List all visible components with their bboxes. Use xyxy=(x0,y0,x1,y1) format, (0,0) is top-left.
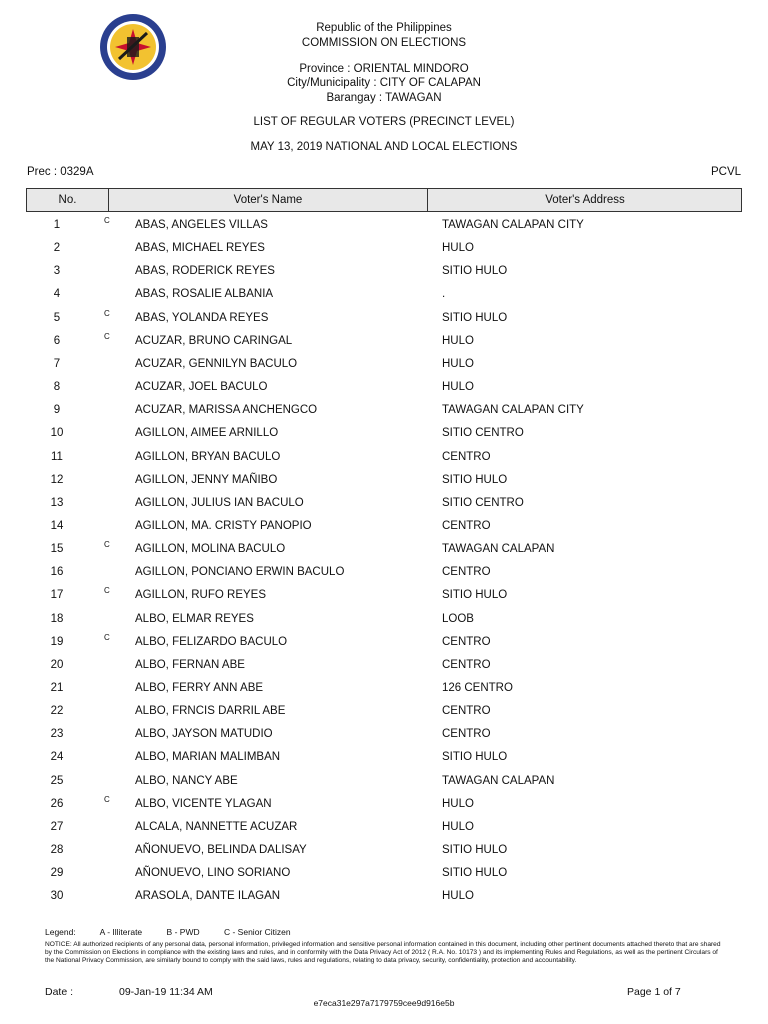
voter-address: SITIO HULO xyxy=(442,473,508,486)
table-row xyxy=(26,702,742,720)
voter-address: SITIO CENTRO xyxy=(442,496,524,509)
table-row xyxy=(26,517,742,535)
voter-number: 9 xyxy=(53,404,61,417)
voter-name: AGILLON, RUFO REYES xyxy=(135,589,267,602)
voter-number: 13 xyxy=(50,496,64,509)
table-row xyxy=(26,610,742,628)
voter-name: ACUZAR, JOEL BACULO xyxy=(135,381,268,394)
voter-number: 20 xyxy=(50,658,64,671)
pcvl-label: PCVL xyxy=(711,166,742,178)
voter-address: LOOB xyxy=(442,612,474,625)
voter-number: 19 xyxy=(50,635,64,648)
voter-address: HULO xyxy=(442,890,474,903)
voter-number: 24 xyxy=(50,751,64,764)
table-row xyxy=(26,471,742,489)
voter-name: ARASOLA, DANTE ILAGAN xyxy=(135,890,281,903)
precinct-label: Prec : 0329A xyxy=(27,166,94,178)
legend xyxy=(45,927,313,937)
voter-number: 29 xyxy=(50,867,64,880)
voter-number: 14 xyxy=(50,519,64,532)
header-no: No. xyxy=(58,194,77,206)
voter-name: ALBO, MARIAN MALIMBAN xyxy=(135,751,281,764)
voter-name: ALBO, FERNAN ABE xyxy=(135,658,245,671)
voter-flag: C xyxy=(104,216,110,225)
voter-address: TAWAGAN CALAPAN xyxy=(442,774,555,787)
voter-number: 16 xyxy=(50,566,64,579)
voter-name: AGILLON, MA. CRISTY PANOPIO xyxy=(135,519,312,532)
table-row xyxy=(26,795,742,813)
voter-name: ABAS, ANGELES VILLAS xyxy=(135,219,268,231)
voter-number: 8 xyxy=(53,381,61,394)
voter-number: 6 xyxy=(53,334,61,347)
table-row xyxy=(26,656,742,674)
table-row xyxy=(26,679,742,697)
barangay-line: Barangay : TAWAGAN xyxy=(326,92,442,104)
voter-flag: C xyxy=(104,586,110,596)
voter-number: 21 xyxy=(50,682,64,694)
voter-address: CENTRO xyxy=(442,519,491,532)
list-title: LIST OF REGULAR VOTERS (PRECINCT LEVEL) xyxy=(253,116,515,128)
voter-name: ALBO, NANCY ABE xyxy=(135,774,238,787)
table-row xyxy=(26,818,742,836)
voter-number: 28 xyxy=(50,844,64,857)
voter-flag: C xyxy=(104,794,110,804)
voter-name: ABAS, YOLANDA REYES xyxy=(135,311,269,324)
table-row xyxy=(26,586,742,604)
voter-address: SITIO CENTRO xyxy=(442,427,524,440)
table-row xyxy=(26,401,742,419)
voter-name: ALBO, VICENTE YLAGAN xyxy=(135,797,272,810)
voter-number: 1 xyxy=(53,219,61,231)
voter-number: 10 xyxy=(50,427,64,440)
voter-address: TAWAGAN CALAPAN CITY xyxy=(442,404,584,417)
table-row xyxy=(26,216,742,234)
voter-address: CENTRO xyxy=(442,728,491,741)
table-row xyxy=(26,887,742,905)
table-row xyxy=(26,540,742,558)
voter-address: CENTRO xyxy=(442,450,491,463)
voter-name: ACUZAR, GENNILYN BACULO xyxy=(135,357,298,370)
voter-address: SITIO HULO xyxy=(442,589,508,602)
voter-name: ALCALA, NANNETTE ACUZAR xyxy=(135,820,298,833)
header-name: Voter's Name xyxy=(233,194,303,206)
voter-name: ABAS, RODERICK REYES xyxy=(135,265,275,278)
date-label: Date : xyxy=(45,986,74,998)
voter-flag: C xyxy=(104,308,110,318)
table-row xyxy=(26,448,742,466)
table-row xyxy=(26,633,742,651)
voter-address: SITIO HULO xyxy=(442,311,508,324)
table-row xyxy=(26,424,742,442)
table-row xyxy=(26,355,742,373)
legend-a: A - Illiterate xyxy=(99,927,143,937)
table-row xyxy=(26,494,742,512)
voter-address: SITIO HULO xyxy=(442,844,508,857)
voter-number: 12 xyxy=(50,473,64,486)
legend-b: B - PWD xyxy=(166,927,200,937)
voter-address: TAWAGAN CALAPAN CITY xyxy=(442,219,584,231)
voter-number: 23 xyxy=(50,728,64,741)
voter-name: AGILLON, JENNY MAÑIBO xyxy=(135,473,278,486)
voter-name: AÑONUEVO, LINO SORIANO xyxy=(135,867,291,880)
voter-address: CENTRO xyxy=(442,635,491,648)
voter-address: HULO xyxy=(442,797,474,810)
table-header xyxy=(26,188,742,212)
election-title: MAY 13, 2019 NATIONAL AND LOCAL ELECTIONS xyxy=(250,141,518,153)
voter-name: ALBO, JAYSON MATUDIO xyxy=(135,728,273,741)
voter-address: . xyxy=(442,288,446,301)
voter-number: 3 xyxy=(53,265,61,278)
voter-flag: C xyxy=(104,331,110,341)
voter-number: 26 xyxy=(50,797,64,810)
voter-address: TAWAGAN CALAPAN xyxy=(442,543,555,556)
table-row xyxy=(26,748,742,766)
voter-name: ABAS, ROSALIE ALBANIA xyxy=(135,288,274,301)
voter-number: 22 xyxy=(50,705,64,718)
voter-number: 7 xyxy=(53,357,61,370)
table-row xyxy=(26,262,742,280)
voter-name: ALBO, FERRY ANN ABE xyxy=(135,682,264,694)
voter-number: 2 xyxy=(53,242,61,255)
voter-name: AGILLON, AIMEE ARNILLO xyxy=(135,427,279,440)
legend-label: Legend: xyxy=(45,927,76,937)
voter-name: AÑONUEVO, BELINDA DALISAY xyxy=(135,844,307,857)
page-number: Page 1 of 7 xyxy=(627,986,681,998)
city-line: City/Municipality : CITY OF CALAPAN xyxy=(287,77,481,89)
voter-name: ABAS, MICHAEL REYES xyxy=(135,242,265,255)
voter-name: ACUZAR, MARISSA ANCHENGCO xyxy=(135,404,318,417)
voter-name: AGILLON, PONCIANO ERWIN BACULO xyxy=(135,566,345,579)
republic-line: Republic of the Philippines xyxy=(316,22,452,34)
voter-number: 15 xyxy=(50,543,64,556)
voter-address: SITIO HULO xyxy=(442,867,508,880)
table-row xyxy=(26,841,742,859)
voter-address: HULO xyxy=(442,820,474,833)
voter-number: 11 xyxy=(51,450,63,463)
voter-address: SITIO HULO xyxy=(442,751,508,764)
legend-c: C - Senior Citizen xyxy=(223,927,291,937)
voter-name: ACUZAR, BRUNO CARINGAL xyxy=(135,334,293,347)
comelec-line: COMMISSION ON ELECTIONS xyxy=(301,37,467,49)
voter-name: AGILLON, MOLINA BACULO xyxy=(135,543,286,556)
voter-address: CENTRO xyxy=(442,658,491,671)
table-row xyxy=(26,239,742,257)
table-row xyxy=(26,772,742,790)
table-row xyxy=(26,378,742,396)
voter-number: 27 xyxy=(50,820,64,833)
voter-number: 4 xyxy=(53,288,61,301)
table-row xyxy=(26,309,742,327)
voter-address: HULO xyxy=(442,357,474,370)
privacy-notice: NOTICE: All authorized recipients of any personal data, personal information, privileged information and sensitive personal information contained in this document, including other pertinent documents attached thereto that are shared by the Commission on Elections in compliance with the existing laws and rules, and in conformity with the Data Privacy Act of 2012 ( R.A. No. 10173 ) and its implementing Rules and Regulations, as well as the pertinent Circulars of the National Privacy Commission, are similarly bound to comply with the said laws, rules and regulations, relating to data privacy, security, confidentiality, protection and accountability. xyxy=(45,941,721,965)
table-row xyxy=(26,864,742,882)
date-value: 09-Jan-19 11:34 AM xyxy=(119,986,213,998)
voter-number: 5 xyxy=(53,311,61,324)
document-hash: e7eca31e297a7179759cee9d916e5b xyxy=(313,998,455,1008)
header-address: Voter's Address xyxy=(545,194,625,206)
voter-flag: C xyxy=(104,632,110,642)
voter-name: ALBO, FRNCIS DARRIL ABE xyxy=(135,705,286,718)
voter-number: 18 xyxy=(50,612,64,625)
table-row xyxy=(26,725,742,743)
voter-address: SITIO HULO xyxy=(442,265,508,278)
voter-name: AGILLON, BRYAN BACULO xyxy=(135,450,281,463)
voter-number: 17 xyxy=(50,589,64,602)
voter-name: AGILLON, JULIUS IAN BACULO xyxy=(135,496,304,509)
table-row xyxy=(26,285,742,303)
voter-number: 30 xyxy=(50,890,64,903)
voter-address: HULO xyxy=(442,381,474,394)
voter-address: HULO xyxy=(442,334,474,347)
voter-name: ALBO, ELMAR REYES xyxy=(135,612,254,625)
voter-address: 126 CENTRO xyxy=(442,682,513,694)
voter-number: 25 xyxy=(50,774,64,787)
voter-flag: C xyxy=(104,540,110,550)
voter-address: CENTRO xyxy=(442,566,491,579)
voter-address: HULO xyxy=(442,242,474,255)
voter-name: ALBO, FELIZARDO BACULO xyxy=(135,635,288,648)
table-row xyxy=(26,563,742,581)
table-row xyxy=(26,332,742,350)
province-line: Province : ORIENTAL MINDORO xyxy=(299,63,469,75)
voter-address: CENTRO xyxy=(442,705,491,718)
